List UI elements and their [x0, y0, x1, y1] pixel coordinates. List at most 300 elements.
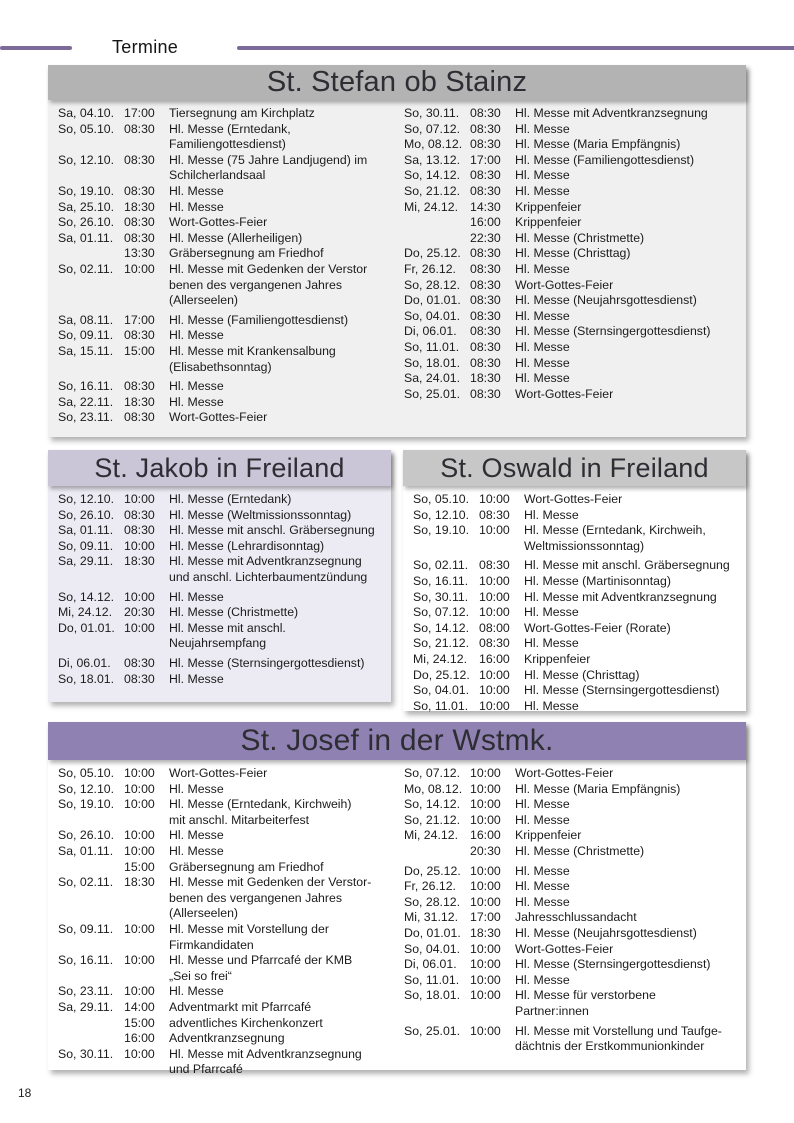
schedule-entry — [58, 184, 390, 200]
entry-time: 08:30 — [470, 246, 501, 261]
entry-time: 20:30 — [124, 605, 155, 620]
entry-date: So, 28.12. — [404, 277, 461, 292]
entry-time: 08:30 — [124, 230, 155, 245]
entry-description: Krippenfeier — [515, 828, 582, 843]
entry-description: Wort-Gottes-Feier — [169, 215, 268, 230]
entry-date: Sa, 13.12. — [404, 152, 461, 167]
schedule-entry — [404, 828, 736, 844]
schedule-entry — [413, 574, 736, 590]
schedule-st-josef — [48, 760, 746, 1078]
entry-date: Mi, 24.12. — [58, 605, 112, 620]
entry-time: 18:30 — [124, 394, 155, 409]
entry-date: So, 07.12. — [404, 121, 461, 136]
entry-date: So, 25.01. — [404, 386, 461, 401]
schedule-entry — [58, 1016, 390, 1032]
schedule-entry — [404, 246, 736, 262]
entry-date: So, 18.01. — [404, 355, 461, 370]
schedule-entry — [404, 200, 736, 216]
schedule-entry — [404, 106, 736, 122]
entry-description: Hl. Messe — [515, 371, 570, 386]
entry-time: 10:00 — [479, 605, 510, 620]
entry-time: 10:00 — [479, 667, 510, 682]
entry-time: 17:00 — [470, 152, 501, 167]
entry-description: adventliches Kirchenkonzert — [169, 1015, 323, 1030]
entry-description: Wort-Gottes-Feier (Rorate) — [524, 620, 671, 635]
entry-description: Hl. Messe (75 Jahre Landjugend) im Schilcherlandsaal — [169, 152, 368, 183]
entry-date: Mi, 31.12. — [404, 910, 458, 925]
schedule-entry — [58, 590, 381, 606]
entry-time: 10:00 — [124, 828, 155, 843]
entry-description: Hl. Messe mit Gedenken der Verstor- benen des vergangenen Jahres (Allerseelen) — [169, 875, 372, 921]
entry-description: Hl. Messe — [169, 328, 224, 343]
entry-time: 10:00 — [124, 781, 155, 796]
entry-description: Adventmarkt mit Pfarrcafé — [169, 999, 312, 1014]
schedule-entry — [413, 492, 736, 508]
entry-description: Adventkranzsegnung — [169, 1031, 285, 1046]
entry-description: Gräbersegnung am Friedhof — [169, 246, 324, 261]
schedule-entry — [413, 605, 736, 621]
schedule-entry — [413, 652, 736, 668]
entry-date: So, 12.10. — [58, 492, 115, 506]
entry-time: 16:00 — [479, 651, 510, 666]
section-st-josef-in-der-wstmk — [48, 722, 746, 1077]
entry-time: 17:00 — [124, 312, 155, 327]
entry-time: 18:30 — [470, 371, 501, 386]
entry-time: 10:00 — [479, 573, 510, 588]
entry-date: So, 30.11. — [413, 589, 469, 604]
entry-date — [404, 844, 470, 860]
schedule-entry — [404, 137, 736, 153]
entry-description: Hl. Messe — [524, 698, 579, 713]
schedule-column-right — [404, 106, 736, 426]
entry-time: 08:30 — [470, 339, 501, 354]
entry-date: So, 21.12. — [413, 636, 470, 651]
entry-date — [404, 231, 470, 247]
entry-time: 16:00 — [470, 215, 501, 230]
schedule-st-oswald — [403, 486, 746, 714]
entry-description: Krippenfeier — [524, 651, 591, 666]
entry-date: So, 11.01. — [404, 339, 460, 354]
entry-time: 08:30 — [124, 328, 155, 343]
schedule-entry — [413, 508, 736, 524]
entry-description: Wort-Gottes-Feier — [515, 386, 614, 401]
entry-time: 08:30 — [124, 379, 155, 394]
entry-date: Do, 01.01. — [58, 620, 115, 635]
entry-time: 08:30 — [124, 152, 155, 167]
schedule-entry — [404, 988, 736, 1019]
entry-description: Hl. Messe (Familiengottesdienst) — [169, 312, 349, 327]
entry-time: 08:30 — [470, 324, 501, 339]
entry-description: Hl. Messe (Christtag) — [524, 667, 640, 682]
entry-date: So, 16.11. — [58, 379, 114, 394]
schedule-entry — [404, 782, 736, 798]
entry-date: So, 04.01. — [404, 308, 461, 323]
schedule-entry — [58, 1000, 390, 1016]
entry-date: So, 30.11. — [58, 1046, 114, 1061]
entry-date: Sa, 29.11. — [58, 554, 114, 569]
schedule-column-left — [58, 106, 390, 426]
section-st-jakob-in-freiland — [48, 450, 391, 702]
entry-time: 10:00 — [124, 766, 155, 780]
section-st-oswald-in-freiland — [403, 450, 746, 711]
entry-time: 10:00 — [470, 781, 501, 796]
entry-time: 10:00 — [124, 1046, 155, 1061]
entry-date: Fr, 26.12. — [404, 261, 456, 276]
entry-description: Hl. Messe und Pfarrcafé der KMB „Sei so frei“ — [169, 953, 353, 983]
entry-description: Hl. Messe — [524, 605, 579, 620]
schedule-entry — [58, 766, 390, 782]
schedule-entry — [404, 387, 736, 403]
entry-date: So, 28.12. — [404, 894, 461, 909]
entry-time: 18:30 — [124, 554, 155, 569]
entry-time: 08:30 — [124, 121, 155, 136]
entry-description: Hl. Messe (Neujahrsgottesdienst) — [515, 925, 697, 940]
entry-date: So, 14.12. — [404, 797, 461, 812]
entry-time: 08:30 — [124, 671, 155, 686]
page-header — [0, 0, 794, 60]
entry-time: 10:00 — [470, 972, 501, 987]
entry-date: Fr, 26.12. — [404, 879, 456, 894]
entry-date: So, 02.11. — [58, 261, 114, 276]
schedule-entry — [58, 313, 390, 329]
entry-date: So, 11.01. — [413, 698, 469, 713]
entry-description: Hl. Messe mit Adventkranzsegnung und Pfarrcafé — [169, 1046, 362, 1077]
entry-description: Hl. Messe (Christmette) — [169, 605, 299, 620]
schedule-st-jakob — [48, 486, 391, 687]
entry-description: Hl. Messe — [515, 894, 570, 909]
entry-time: 10:00 — [124, 589, 155, 604]
section-st-stefan-ob-stainz — [48, 65, 746, 437]
entry-time: 08:30 — [470, 261, 501, 276]
section-title-st-oswald: St. Oswald in Freiland — [403, 450, 746, 486]
schedule-entry — [58, 782, 390, 798]
section-title-st-jakob: St. Jakob in Freiland — [48, 450, 391, 486]
entry-date: So, 12.10. — [58, 152, 115, 167]
schedule-column-left — [58, 766, 390, 1078]
entry-date: So, 23.11. — [58, 410, 114, 425]
entry-description: Hl. Messe mit Adventkranzsegnung — [515, 106, 708, 120]
entry-date: So, 11.01. — [404, 972, 460, 987]
entry-time: 08:00 — [479, 620, 510, 635]
entry-date — [58, 1031, 124, 1047]
schedule-entry — [404, 309, 736, 325]
entry-time: 10:00 — [479, 492, 510, 506]
entry-date: So, 30.11. — [404, 106, 460, 120]
entry-date: Mo, 08.12. — [404, 137, 463, 152]
entry-description: Hl. Messe (Weltmissionssonntag) — [169, 507, 352, 522]
entry-description: Wort-Gottes-Feier — [524, 492, 623, 506]
entry-date: So, 25.01. — [404, 1023, 461, 1038]
entry-date: Sa, 01.11. — [58, 230, 114, 245]
entry-date: So, 19.10. — [413, 523, 470, 538]
entry-time: 08:30 — [479, 636, 510, 651]
entry-date: So, 18.01. — [404, 988, 461, 1003]
entry-date: So, 18.01. — [58, 671, 115, 686]
entry-description: Hl. Messe — [169, 671, 224, 686]
schedule-entry — [58, 1047, 390, 1078]
entry-time: 08:30 — [479, 558, 510, 573]
schedule-entry — [404, 910, 736, 926]
schedule-entry — [404, 153, 736, 169]
entry-description: Hl. Messe (Maria Empfängnis) — [515, 137, 681, 152]
entry-date: So, 16.11. — [58, 953, 114, 968]
entry-description: Wort-Gottes-Feier — [515, 277, 614, 292]
entry-date: Sa, 08.11. — [58, 312, 114, 327]
entry-description: Hl. Messe mit Adventkranzsegnung und anschl. Lichterbaumentzündung — [169, 554, 368, 584]
entry-time: 10:00 — [470, 812, 501, 827]
entry-date: So, 19.10. — [58, 797, 115, 812]
entry-time: 08:30 — [470, 355, 501, 370]
entry-date: So, 07.12. — [413, 605, 470, 620]
entry-time: 08:30 — [470, 308, 501, 323]
schedule-entry — [58, 605, 381, 621]
schedule-entry — [404, 231, 736, 247]
entry-time: 10:00 — [124, 921, 155, 936]
entry-description: Krippenfeier — [515, 215, 582, 230]
entry-time: 10:00 — [479, 589, 510, 604]
entry-description: Hl. Messe (Christtag) — [515, 246, 631, 261]
schedule-entry — [58, 262, 390, 309]
entry-date: Di, 06.01. — [404, 324, 457, 339]
entry-time: 22:30 — [470, 230, 501, 245]
entry-date: So, 19.10. — [58, 183, 115, 198]
entry-date: So, 07.12. — [404, 766, 461, 780]
entry-date: So, 21.12. — [404, 812, 461, 827]
entry-date: So, 05.10. — [413, 492, 470, 506]
schedule-st-stefan — [48, 100, 746, 426]
schedule-entry — [58, 875, 390, 922]
entry-date: So, 26.10. — [58, 828, 115, 843]
entry-description: Hl. Messe — [515, 308, 570, 323]
entry-description: Hl. Messe — [515, 355, 570, 370]
schedule-entry — [404, 895, 736, 911]
entry-description: Hl. Messe mit Adventkranzsegnung — [524, 589, 717, 604]
entry-time: 10:00 — [124, 261, 155, 276]
entry-date: So, 16.11. — [413, 573, 469, 588]
entry-description: Hl. Messe — [515, 121, 570, 136]
section-title-st-stefan: St. Stefan ob Stainz — [48, 65, 746, 100]
page-footer — [18, 1086, 31, 1100]
entry-time: 10:00 — [124, 620, 155, 635]
entry-time: 08:30 — [124, 183, 155, 198]
schedule-entry — [58, 554, 381, 585]
entry-description: Hl. Messe — [524, 507, 579, 522]
entry-time: 10:00 — [479, 683, 510, 698]
entry-description: Hl. Messe (Erntedank, Kirchweih) mit anschl. Mitarbeiterfest — [169, 797, 352, 827]
entry-time: 08:30 — [124, 523, 155, 538]
entry-description: Hl. Messe — [515, 261, 570, 276]
entry-date: So, 09.11. — [58, 538, 114, 553]
entry-description: Hl. Messe — [169, 199, 224, 214]
schedule-entry — [58, 656, 381, 672]
entry-description: Krippenfeier — [515, 199, 582, 214]
entry-time: 16:00 — [470, 828, 501, 843]
entry-description: Gräbersegnung am Friedhof — [169, 859, 324, 874]
entry-time: 08:30 — [470, 121, 501, 136]
schedule-entry — [413, 590, 736, 606]
entry-description: Hl. Messe mit Krankensalbung (Elisabethsonntag) — [169, 343, 336, 374]
entry-time: 14:30 — [470, 199, 501, 214]
entry-description: Hl. Messe — [515, 183, 570, 198]
entry-time: 14:00 — [124, 999, 155, 1014]
schedule-entry — [404, 262, 736, 278]
entry-date: So, 14.12. — [58, 589, 115, 604]
schedule-entry — [404, 278, 736, 294]
entry-date: Sa, 04.10. — [58, 106, 115, 120]
entry-date: Sa, 29.11. — [58, 999, 114, 1014]
header-rule-left-decoration — [0, 46, 72, 50]
entry-date: Mi, 24.12. — [413, 651, 467, 666]
entry-date: Mi, 24.12. — [404, 199, 458, 214]
schedule-entry — [58, 844, 390, 860]
schedule-entry — [58, 153, 390, 184]
schedule-entry — [58, 492, 381, 508]
entry-description: Hl. Messe — [169, 984, 224, 999]
entry-description: Hl. Messe — [169, 781, 224, 796]
entry-date: Do, 25.12. — [404, 246, 461, 261]
entry-time: 10:00 — [124, 797, 155, 812]
entry-description: Hl. Messe — [515, 972, 570, 987]
entry-time: 10:00 — [124, 492, 155, 506]
schedule-entry — [404, 957, 736, 973]
entry-description: Wort-Gottes-Feier — [515, 766, 614, 780]
entry-description: Hl. Messe — [524, 636, 579, 651]
entry-description: Hl. Messe (Christmette) — [515, 230, 645, 245]
entry-description: Wort-Gottes-Feier — [169, 410, 268, 425]
entry-description: Hl. Messe — [169, 379, 224, 394]
schedule-entry — [58, 410, 390, 426]
entry-time: 10:00 — [470, 766, 501, 780]
entry-description: Hl. Messe (Christmette) — [515, 843, 645, 858]
schedule-entry — [404, 293, 736, 309]
entry-date: So, 23.11. — [58, 984, 114, 999]
entry-description: Hl. Messe (Martinisonntag) — [524, 573, 671, 588]
schedule-entry — [413, 636, 736, 652]
entry-description: Hl. Messe — [515, 863, 570, 878]
entry-description: Hl. Messe mit Gedenken der Verstor benen des vergangenen Jahres (Allerseelen) — [169, 261, 368, 308]
entry-date: Di, 06.01. — [58, 655, 111, 670]
entry-date: So, 14.12. — [404, 168, 461, 183]
section-title-st-josef: St. Josef in der Wstmk. — [48, 722, 746, 760]
entry-time: 10:00 — [470, 863, 501, 878]
entry-time: 08:30 — [124, 507, 155, 522]
entry-description: Jahresschlussandacht — [515, 910, 637, 925]
schedule-entry — [58, 231, 390, 247]
entry-time: 15:00 — [124, 343, 155, 358]
schedule-entry — [58, 215, 390, 231]
schedule-entry — [58, 672, 381, 688]
entry-time: 15:00 — [124, 1015, 155, 1030]
schedule-entry — [413, 668, 736, 684]
entry-time: 08:30 — [470, 386, 501, 401]
entry-time: 13:30 — [124, 246, 155, 261]
schedule-entry — [58, 860, 390, 876]
schedule-entry — [58, 922, 390, 953]
entry-date: So, 04.01. — [413, 683, 470, 698]
schedule-entry — [58, 508, 381, 524]
entry-description: Hl. Messe — [169, 843, 224, 858]
schedule-entry — [404, 926, 736, 942]
entry-description: Hl. Messe (Sternsingergottesdienst) — [169, 655, 365, 670]
entry-description: Hl. Messe — [515, 879, 570, 894]
entry-description: Hl. Messe (Erntedank, Familiengottesdienst) — [169, 121, 291, 152]
entry-description: Hl. Messe — [515, 797, 570, 812]
entry-date: So, 12.10. — [413, 507, 470, 522]
entry-date: So, 26.10. — [58, 215, 115, 230]
schedule-entry — [404, 864, 736, 880]
schedule-entry — [404, 168, 736, 184]
entry-time: 10:00 — [124, 538, 155, 553]
entry-date: Sa, 01.11. — [58, 843, 114, 858]
schedule-entry — [58, 328, 390, 344]
entry-description: Hl. Messe mit Vorstellung der Firmkandidaten — [169, 921, 329, 952]
schedule-column — [413, 492, 736, 714]
entry-date: So, 02.11. — [413, 558, 469, 573]
entry-description: Wort-Gottes-Feier — [169, 766, 268, 780]
schedule-entry — [404, 371, 736, 387]
schedule-entry — [404, 942, 736, 958]
schedule-entry — [58, 539, 381, 555]
entry-time: 08:30 — [470, 137, 501, 152]
entry-time: 10:00 — [470, 879, 501, 894]
entry-description: Hl. Messe für verstorbene Partner:innen — [515, 988, 656, 1018]
schedule-entry — [58, 797, 390, 828]
entry-description: Hl. Messe (Sternsingergottesdienst) — [515, 957, 711, 972]
schedule-entry — [404, 973, 736, 989]
page-number: 18 — [18, 1086, 32, 1100]
schedule-entry — [58, 395, 390, 411]
entry-time: 18:30 — [124, 875, 155, 890]
schedule-column — [58, 492, 381, 687]
schedule-entry — [58, 828, 390, 844]
schedule-entry — [58, 246, 390, 262]
entry-description: Wort-Gottes-Feier — [515, 941, 614, 956]
entry-description: Hl. Messe (Maria Empfängnis) — [515, 781, 681, 796]
entry-date: Mo, 08.12. — [404, 781, 463, 796]
schedule-entry — [404, 122, 736, 138]
entry-description: Tiersegnung am Kirchplatz — [169, 106, 315, 120]
schedule-entry — [58, 344, 390, 375]
entry-date: Do, 01.01. — [404, 293, 461, 308]
entry-time: 08:30 — [470, 277, 501, 292]
entry-date: So, 05.10. — [58, 121, 115, 136]
entry-description: Hl. Messe (Erntedank, Kirchweih, Weltmissionssonntag) — [524, 523, 706, 553]
entry-time: 10:00 — [470, 797, 501, 812]
entry-time: 10:00 — [470, 894, 501, 909]
entry-time: 10:00 — [470, 1023, 501, 1038]
entry-description: Hl. Messe — [169, 828, 224, 843]
entry-description: Hl. Messe — [515, 339, 570, 354]
schedule-entry — [58, 106, 390, 122]
entry-description: Hl. Messe (Sternsingergottesdienst) — [524, 683, 720, 698]
entry-time: 10:00 — [124, 843, 155, 858]
entry-time: 08:30 — [470, 293, 501, 308]
entry-description: Hl. Messe mit anschl. Neujahrsempfang — [169, 620, 286, 651]
entry-date — [58, 246, 124, 262]
entry-date — [58, 860, 124, 876]
schedule-entry — [404, 184, 736, 200]
entry-time: 08:30 — [470, 183, 501, 198]
entry-description: Hl. Messe (Lehrardisonntag) — [169, 538, 325, 553]
schedule-entry — [58, 953, 390, 984]
schedule-entry — [58, 122, 390, 153]
schedule-entry — [58, 379, 390, 395]
entry-time: 10:00 — [124, 984, 155, 999]
entry-date: So, 09.11. — [58, 921, 114, 936]
page-title: Termine — [112, 37, 179, 57]
entry-date: So, 26.10. — [58, 507, 115, 522]
entry-date — [404, 215, 470, 231]
